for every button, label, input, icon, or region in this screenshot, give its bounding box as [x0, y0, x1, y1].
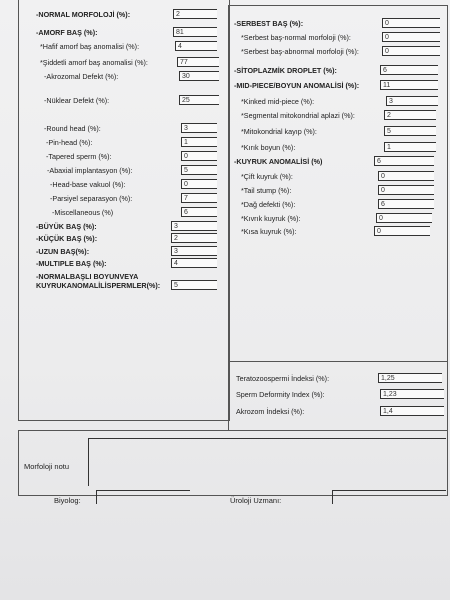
right-rows-label: *Kinked mid-piece (%): [241, 97, 315, 106]
left-rows-value-field[interactable]: 2 [171, 233, 217, 243]
left-rows-value-field[interactable]: 3 [181, 123, 217, 133]
left-rows-label: -UZUN BAŞ(%): [36, 247, 90, 256]
right-rows-label: *Çift kuyruk (%): [241, 172, 293, 181]
left-rows-label: -MULTIPLE BAŞ (%): [36, 259, 107, 268]
index-rows-value-field[interactable]: 1,23 [380, 389, 444, 399]
left-rows-label: -Abaxial implantasyon (%): [47, 166, 133, 175]
left-rows-value-field[interactable]: 3 [171, 221, 217, 231]
right-rows-label: *Kısa kuyruk (%): [241, 227, 297, 236]
left-rows-value-field[interactable]: 5 [171, 280, 217, 290]
left-rows-label: -Head-base vakuol (%): [50, 180, 126, 189]
uroloji-field[interactable] [332, 490, 446, 504]
right-rows-label: -MID-PIECE/BOYUN ANOMALİSİ (%): [234, 81, 360, 90]
left-rows-value-field[interactable]: 81 [173, 27, 217, 37]
left-rows-value-field[interactable]: 4 [175, 41, 217, 51]
left-rows-label: -Pin-head (%): [46, 138, 93, 147]
biyolog-field[interactable] [96, 490, 190, 504]
left-rows-value-field[interactable]: 0 [181, 151, 217, 161]
right-rows-value-field[interactable]: 0 [376, 213, 432, 223]
left-rows-value-field[interactable]: 0 [181, 179, 217, 189]
left-rows-label: -Nüklear Defekt (%): [44, 96, 110, 105]
right-rows-value-field[interactable]: 11 [380, 80, 438, 90]
left-rows-value-field[interactable]: 7 [181, 193, 217, 203]
right-rows-value-field[interactable]: 0 [374, 226, 430, 236]
right-rows-label: *Segmental mitokondrial aplazi (%): [241, 111, 355, 120]
left-rows-label: *Hafif amorf baş anomalisi (%): [40, 42, 140, 51]
uroloji-label: Üroloji Uzmanı: [230, 496, 282, 505]
right-rows-value-field[interactable]: 3 [386, 96, 438, 106]
right-rows-label: *Serbest baş-abnormal morfoloji (%): [241, 47, 359, 56]
left-rows-label: KUYRUKANOMALİLİSPERMLER(%): [36, 281, 161, 290]
index-rows-label: Akrozom İndeksi (%): [236, 407, 305, 416]
index-rows-label: Teratozoospermi İndeksi (%): [236, 374, 330, 383]
left-rows-label: -BÜYÜK BAŞ (%): [36, 222, 97, 231]
left-rows-value-field[interactable]: 1 [181, 137, 217, 147]
left-rows-value-field[interactable]: 25 [179, 95, 219, 105]
biyolog-label: Biyolog: [54, 496, 81, 505]
right-rows-value-field[interactable]: 0 [382, 46, 440, 56]
left-rows-value-field[interactable]: 3 [171, 246, 217, 256]
right-rows-value-field[interactable]: 2 [384, 110, 436, 120]
right-rows-value-field[interactable]: 0 [378, 185, 434, 195]
right-rows-label: *Kırık boyun (%): [241, 143, 296, 152]
right-rows-label: *Mitokondrial kayıp (%): [241, 127, 317, 136]
left-rows-label: -Tapered sperm (%): [46, 152, 112, 161]
right-rows-label: -SERBEST BAŞ (%): [234, 19, 304, 28]
index-rows-label: Sperm Deformity Index (%): [236, 390, 325, 399]
left-rows-value-field[interactable]: 30 [179, 71, 219, 81]
morfoloji-notu-field[interactable] [88, 438, 446, 486]
index-rows-value-field[interactable]: 1,25 [378, 373, 442, 383]
left-rows-label: -Round head (%): [44, 124, 101, 133]
left-rows-value-field[interactable]: 5 [181, 165, 217, 175]
right-panel [228, 5, 448, 362]
left-rows-label: -Miscellaneous (%) [52, 208, 114, 217]
right-rows-value-field[interactable]: 5 [384, 126, 436, 136]
left-rows-label: -NORMAL MORFOLOJİ (%): [36, 10, 131, 19]
right-rows-label: *Kıvrık kuyruk (%): [241, 214, 301, 223]
right-rows-label: *Serbest baş-normal morfoloji (%): [241, 33, 351, 42]
right-rows-value-field[interactable]: 6 [380, 65, 438, 75]
left-rows-value-field[interactable]: 2 [173, 9, 217, 19]
right-rows-label: -KUYRUK ANOMALİSİ (%) [234, 157, 323, 166]
right-rows-value-field[interactable]: 6 [378, 199, 434, 209]
left-rows-value-field[interactable]: 4 [171, 258, 217, 268]
right-rows-value-field[interactable]: 0 [378, 171, 434, 181]
left-rows-label: -KÜÇÜK BAŞ (%): [36, 234, 98, 243]
right-rows-label: -SİTOPLAZMİK DROPLET (%): [234, 66, 337, 75]
left-rows-label: *Şiddetli amorf baş anomalisi (%): [40, 58, 148, 67]
right-rows-label: *Tail stump (%): [241, 186, 292, 195]
index-rows-value-field[interactable]: 1,4 [380, 406, 444, 416]
left-rows-label: -AMORF BAŞ (%): [36, 28, 98, 37]
right-rows-value-field[interactable]: 0 [382, 32, 440, 42]
right-rows-value-field[interactable]: 1 [384, 142, 436, 152]
left-rows-value-field[interactable]: 77 [177, 57, 219, 67]
right-rows-label: *Dağ defekti (%): [241, 200, 296, 209]
left-rows-label: -Parsiyel separasyon (%): [50, 194, 133, 203]
morfoloji-notu-label: Morfoloji notu [24, 462, 70, 471]
left-rows-label: -Akrozomal Defekt (%): [44, 72, 119, 81]
left-rows-value-field[interactable]: 6 [181, 207, 217, 217]
left-rows-label: -NORMALBAŞLI BOYUNVEYA [36, 272, 139, 281]
right-rows-value-field[interactable]: 6 [374, 156, 434, 166]
right-rows-value-field[interactable]: 0 [382, 18, 440, 28]
